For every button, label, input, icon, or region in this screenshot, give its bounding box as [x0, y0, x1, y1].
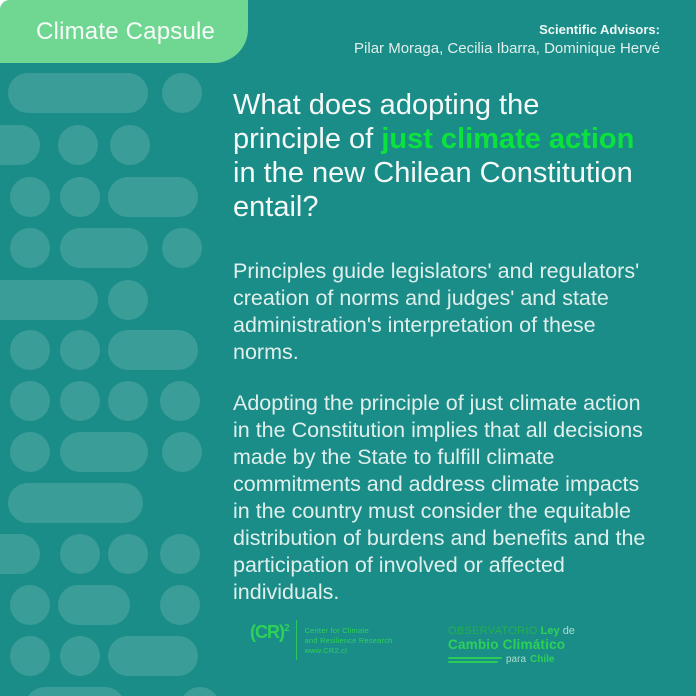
pattern-circle: [160, 381, 200, 421]
pattern-circle: [10, 330, 50, 370]
cr2-wordmark: [250, 620, 289, 641]
pattern-circle: [10, 381, 50, 421]
pattern-circle: [10, 432, 50, 472]
observatorio-line-2: Cambio Climático: [448, 637, 566, 652]
pattern-circle: [162, 73, 202, 113]
pattern-circle: [108, 534, 148, 574]
title-post: in the new Chilean Constitution entail?: [233, 157, 633, 223]
smallprint-bar-2: [448, 661, 498, 663]
cr2-mark-sup: 2: [284, 623, 289, 634]
body-paragraph-1: Principles guide legislators' and regulators' creation of norms and judges' and state administration's interpretation of these norms.: [233, 259, 640, 364]
advisors-label: Scientific Advisors:: [539, 22, 660, 37]
pattern-pill: [0, 534, 40, 574]
pattern-circle: [10, 636, 50, 676]
pattern-pill: [58, 585, 130, 625]
observatorio-chile: Chile: [530, 654, 555, 665]
pattern-pill: [8, 73, 148, 113]
pattern-circle: [60, 177, 100, 217]
title-highlight: just climate action: [381, 123, 635, 155]
pattern-pill: [0, 125, 40, 165]
pattern-circle: [180, 687, 220, 696]
pattern-pill: [60, 228, 148, 268]
pattern-circle: [110, 125, 150, 165]
pattern-circle: [10, 585, 50, 625]
pattern-circle: [58, 125, 98, 165]
background-pattern: [0, 0, 230, 696]
pattern-circle: [60, 330, 100, 370]
page-title: [233, 88, 643, 224]
observatorio-de: de: [562, 625, 575, 637]
pattern-pill: [108, 177, 198, 217]
observatorio-line-3: [448, 653, 575, 666]
cr2-logo: [250, 620, 393, 660]
body-copy: [233, 258, 648, 630]
pattern-pill: [108, 330, 198, 370]
title-pre: What does adopting the principle of: [233, 89, 540, 155]
cr2-tagline-line-2: and Resilience Research: [304, 636, 393, 645]
pattern-circle: [160, 585, 200, 625]
pattern-circle: [108, 381, 148, 421]
header-badge: [0, 0, 248, 63]
cr2-divider: [296, 620, 297, 660]
cr2-tagline: [305, 620, 393, 656]
pattern-pill: [60, 432, 148, 472]
cr2-website: www.CR2.cl: [304, 646, 347, 655]
observatorio-name: OBSERVATORIO: [448, 625, 538, 637]
pattern-circle: [160, 534, 200, 574]
pattern-pill: [8, 483, 143, 523]
advisors-names: Pilar Moraga, Cecilia Ibarra, Dominique Hervé: [354, 40, 660, 57]
pattern-circle: [10, 177, 50, 217]
badge-label: Climate Capsule: [36, 17, 216, 45]
pattern-circle: [10, 228, 50, 268]
pattern-circle: [60, 636, 100, 676]
pattern-circle: [108, 280, 148, 320]
pattern-pill: [108, 636, 198, 676]
observatorio-para: para: [506, 654, 527, 665]
pattern-circle: [162, 432, 202, 472]
pattern-circle: [60, 381, 100, 421]
observatorio-ley: Ley: [540, 625, 560, 637]
cr2-tagline-line-1: Center for Climate: [304, 626, 370, 635]
observatorio-smallprint-lines: [448, 657, 502, 663]
cr2-mark-text: (CR): [250, 622, 284, 642]
pattern-pill: [0, 280, 98, 320]
pattern-circle: [162, 228, 202, 268]
smallprint-bar-1: [448, 657, 502, 659]
pattern-pill: [25, 687, 125, 696]
pattern-circle: [60, 534, 100, 574]
body-paragraph-2: Adopting the principle of just climate action in the Constitution implies that all decisions made by the State to fulfill climate commitments and address climate impacts in the country must consider the equitable distribution of burdens and benefits and the participation of involved or affected individuals.: [233, 391, 646, 604]
advisors-block: [354, 22, 660, 57]
observatorio-logo: [448, 625, 575, 666]
